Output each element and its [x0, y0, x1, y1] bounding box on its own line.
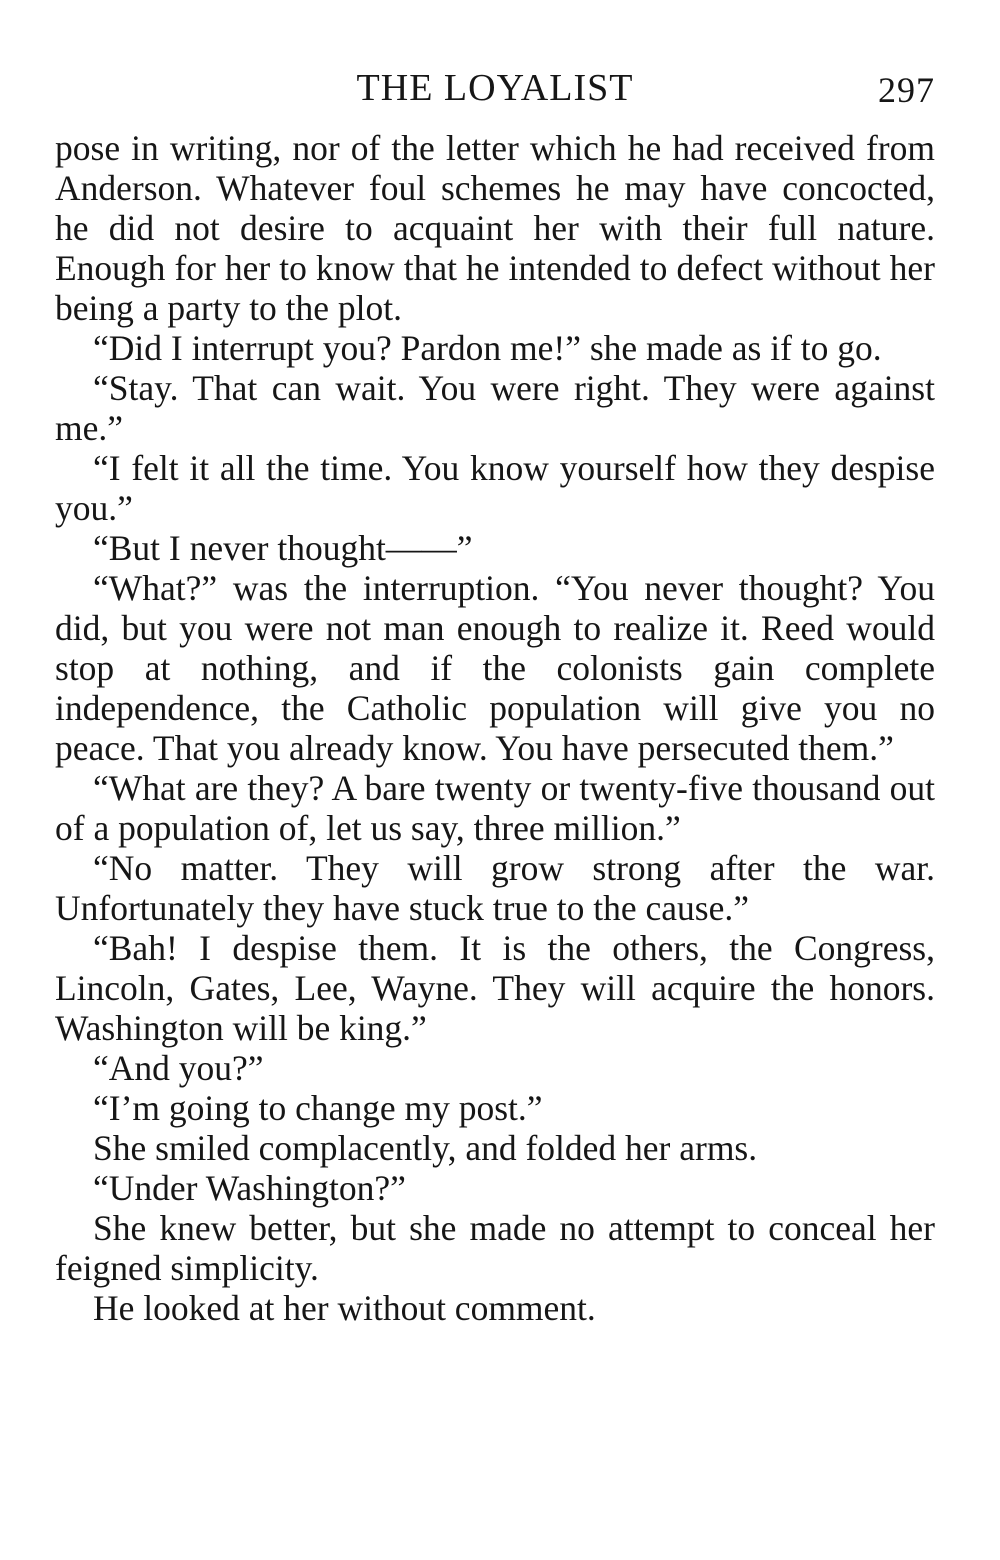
paragraph: She smiled complacently, and folded her arms. [93, 1128, 758, 1168]
paragraph: “What are they? A bare twenty or twenty-five thousand out of a population of, let us say, three million.” [55, 768, 935, 848]
paragraph: “I’m going to change my post.” [93, 1088, 543, 1128]
paragraph: “Bah! I despise them. It is the others, the Congress, Lincoln, Gates, Lee, Wayne. They will acquire the honors. Washington will be king.” [55, 928, 935, 1048]
paragraph: “Did I interrupt you? Pardon me!” she made as if to go. [93, 328, 882, 368]
paragraph: “But I never thought——” [93, 528, 473, 568]
paragraph: “And you?” [93, 1048, 264, 1088]
paragraph: “No matter. They will grow strong after the war. Unfortunately they have stuck true to the cause.” [55, 848, 935, 928]
book-page [55, 58, 935, 1328]
paragraph: “I felt it all the time. You know yourself how they despise you.” [55, 448, 935, 528]
paragraph: pose in writing, nor of the letter which he had received from Anderson. Whatever foul schemes he may have concocted, he did not desire to acquaint her with their full nature. Enough for her to know that he intended to defect without her being a party to the plot. [55, 128, 935, 328]
body-text [55, 128, 935, 1328]
paragraph: “Under Washington?” [93, 1168, 406, 1208]
running-head [55, 58, 935, 118]
paragraph: “Stay. That can wait. You were right. They were against me.” [55, 368, 935, 448]
paragraph: He looked at her without comment. [93, 1288, 596, 1328]
paragraph: She knew better, but she made no attempt to conceal her feigned simplicity. [55, 1208, 935, 1288]
chapter-title: THE LOYALIST [356, 67, 634, 109]
paragraph: “What?” was the interruption. “You never thought? You did, but you were not man enough to realize it. Reed would stop at nothing, and if the colonists gain complete independence, the Catholic population will give you no peace. That you already know. You have persecuted them.” [55, 568, 935, 768]
page-number: 297 [878, 70, 935, 110]
